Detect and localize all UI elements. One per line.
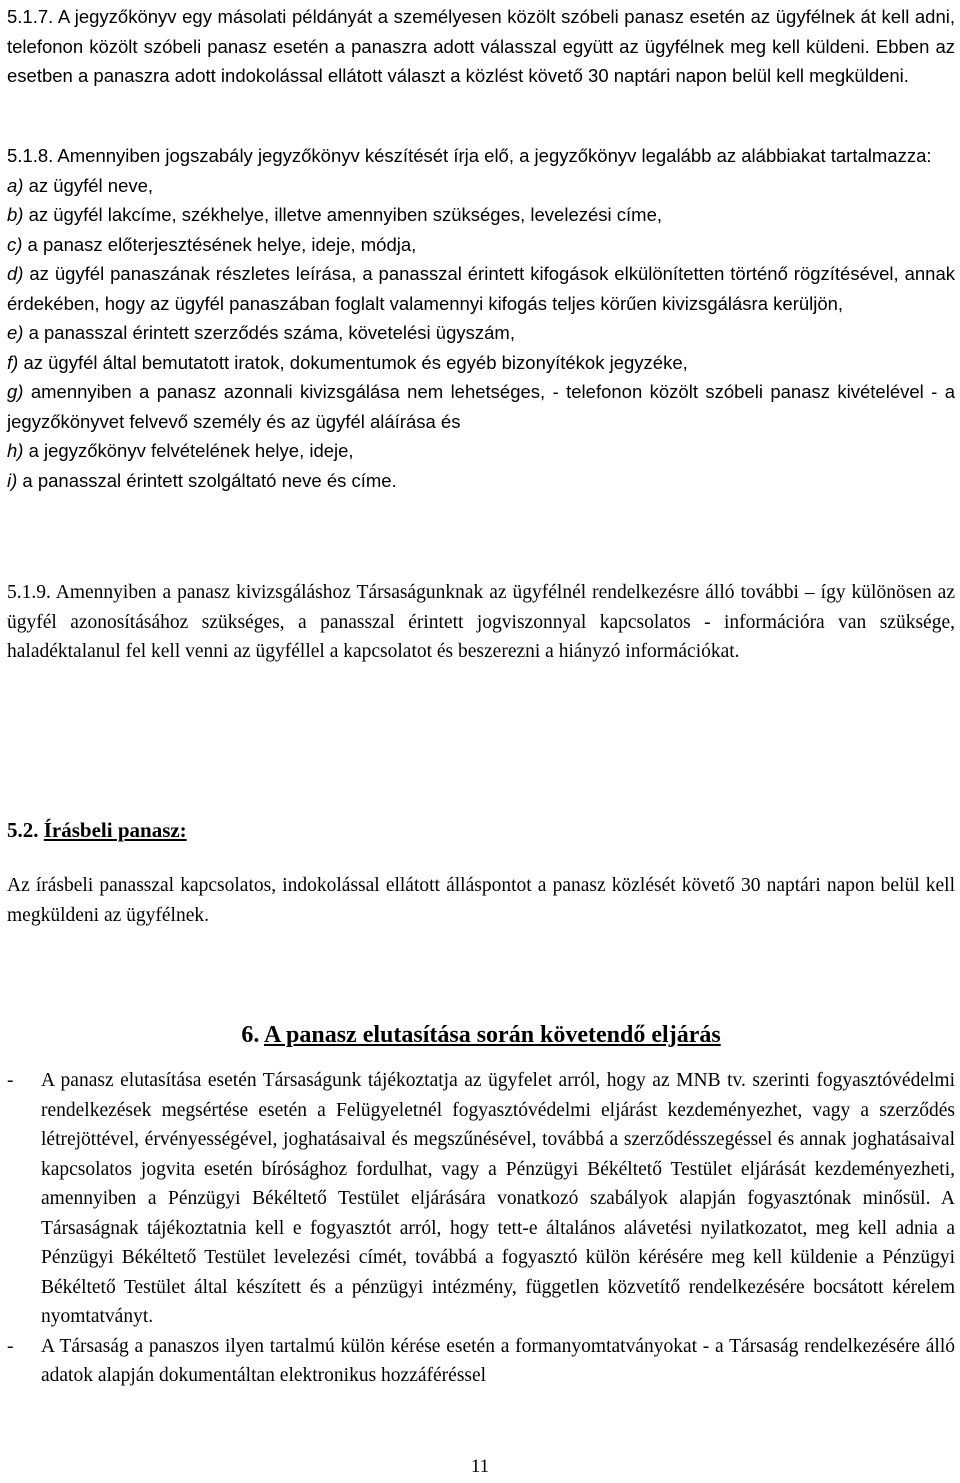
- heading-5-2-title: Írásbeli panasz:: [43, 818, 187, 842]
- heading-6-number: 6.: [241, 1022, 260, 1048]
- list-item-text: a jegyzőkönyv felvételének helye, ideje,: [23, 440, 354, 461]
- list-item-label: a): [7, 174, 24, 196]
- list-item-label: b): [7, 204, 24, 225]
- list-item-text: az ügyfél panaszának részletes leírása, a panasszal érintett kifogások elkülönítetten történő rögzítésével, annak érdekében, hogy az ügyfél panaszában foglalt valamennyi kifogás teljes körűen kivizsgálásra kerüljön,: [7, 263, 955, 314]
- list-item: [7, 348, 955, 378]
- bullet-dash: -: [7, 1070, 14, 1091]
- paragraph-5-1-9: 5.1.9. Amennyiben a panasz kivizsgáláshoz Társaságunknak az ügyfélnél rendelkezésre álló további – így különösen az ügyfél azonosításához szükséges, a panasszal érintett jogviszonnyal kapcsolatos - információra van szüksége, haladéktalanul fel kell venni az ügyféllel a kapcsolatot és beszerezni a hiányzó információkat.: [7, 582, 955, 662]
- list-item: [7, 171, 955, 201]
- list-item-label: h): [7, 440, 24, 461]
- list-item-text: a panasszal érintett szolgáltató neve és címe.: [17, 469, 397, 491]
- paragraph-5-1-8-intro: 5.1.8. Amennyiben jogszabály jegyzőkönyv készítését írja elő, a jegyzőkönyv legalább az alábbiakat tartalmazza:: [7, 145, 932, 166]
- list-item: [7, 436, 955, 466]
- list-item-label: g): [7, 381, 24, 402]
- list-item: [7, 318, 955, 348]
- list-item: [7, 259, 955, 318]
- section-5-1-8: [7, 141, 955, 495]
- list-item-label: c): [7, 233, 23, 255]
- list-item-label: e): [7, 322, 24, 343]
- heading-6-title: A panasz elutasítása során követendő eljárás: [264, 1022, 721, 1048]
- heading-6: [7, 1018, 955, 1052]
- page-number: 11: [470, 1456, 490, 1477]
- list-item: [7, 377, 955, 436]
- bullet-item: [7, 1332, 955, 1391]
- list-item-text: az ügyfél neve,: [23, 174, 154, 196]
- list-item: [7, 466, 955, 496]
- section-5-1-7: [7, 2, 955, 91]
- list-item-label: f): [7, 351, 19, 373]
- list-item: [7, 200, 955, 230]
- list-item-text: az ügyfél lakcíme, székhelye, illetve amennyiben szükséges, levelezési címe,: [23, 204, 663, 225]
- bullet-text: A Társaság a panaszos ilyen tartalmú külön kérése esetén a formanyomtatványokat - a Társaság rendelkezésére álló adatok alapján dokumentáltan elektronikus hozzáféréssel: [41, 1335, 955, 1386]
- list-item-label: d): [7, 263, 24, 284]
- list-5-1-8: [7, 171, 955, 496]
- list-item-label: i): [7, 469, 18, 491]
- heading-5-2: [7, 815, 187, 845]
- paragraph-5-2: Az írásbeli panasszal kapcsolatos, indokolással ellátott álláspontot a panasz közlését követő 30 naptári napon belül kell megküldeni az ügyfélnek.: [7, 875, 955, 926]
- list-item-text: a panasszal érintett szerződés száma, követelési ügyszám,: [23, 322, 515, 343]
- heading-5-2-number: 5.2.: [7, 818, 39, 842]
- list-item-text: amennyiben a panasz azonnali kivizsgálása nem lehetséges, - telefonon közölt szóbeli panasz kivételével - a jegyzőkönyvet felvevő személy és az ügyfél aláírása és: [7, 381, 955, 432]
- section-5-2: [7, 871, 955, 930]
- list-item: [7, 230, 955, 260]
- bullet-text: A panasz elutasítása esetén Társaságunk tájékoztatja az ügyfelet arról, hogy az MNB tv. szerinti fogyasztóvédelmi rendelkezések megsértése esetén a Felügyeletnél fogyasztóvédelmi eljárást kezdeményezhet, vagy a szerződés létrejöttével, érvényességével, joghatásaival és megszűnésével, továbbá a szerződésszegéssel és annak joghatásaival kapcsolatos jogvita esetén bírósághoz fordulhat, vagy a Pénzügyi Békéltető Testület eljárását kezdeményezheti, amennyiben a Pénzügyi Békéltető Testület eljárására vonatkozó szabályok alapján fogyasztónak minősül. A Társaságnak tájékoztatnia kell e fogyasztót arról, hogy tett-e általános alávetési nyilatkozatot, meg kell adnia a Pénzügyi Békéltető Testület levelezési címét, továbbá a fogyasztó külön kérésére meg kell küldenie a Pénzügyi Békéltető Testület által készített és a pénzügyi intézmény, független közvetítő rendelkezésére bocsátott kérelem nyomtatványt.: [41, 1070, 955, 1327]
- list-item-text: az ügyfél által bemutatott iratok, dokumentumok és egyéb bizonyítékok jegyzéke,: [18, 351, 688, 373]
- bullet-list-6: [7, 1066, 955, 1391]
- bullet-dash: -: [7, 1335, 14, 1357]
- list-item-text: a panasz előterjesztésének helye, ideje, módja,: [22, 233, 417, 255]
- paragraph-5-1-7: 5.1.7. A jegyzőkönyv egy másolati példányát a személyesen közölt szóbeli panasz esetén az ügyfélnek át kell adni, telefonon közölt szóbeli panasz esetén a panaszra adott válasszal együtt az ügyfélnek meg kell küldeni. Ebben az esetben a panaszra adott indokolással ellátott választ a közlést követő 30 naptári napon belül kell megküldeni.: [7, 6, 955, 86]
- bullet-item: [7, 1066, 955, 1332]
- section-5-1-9: [7, 578, 955, 667]
